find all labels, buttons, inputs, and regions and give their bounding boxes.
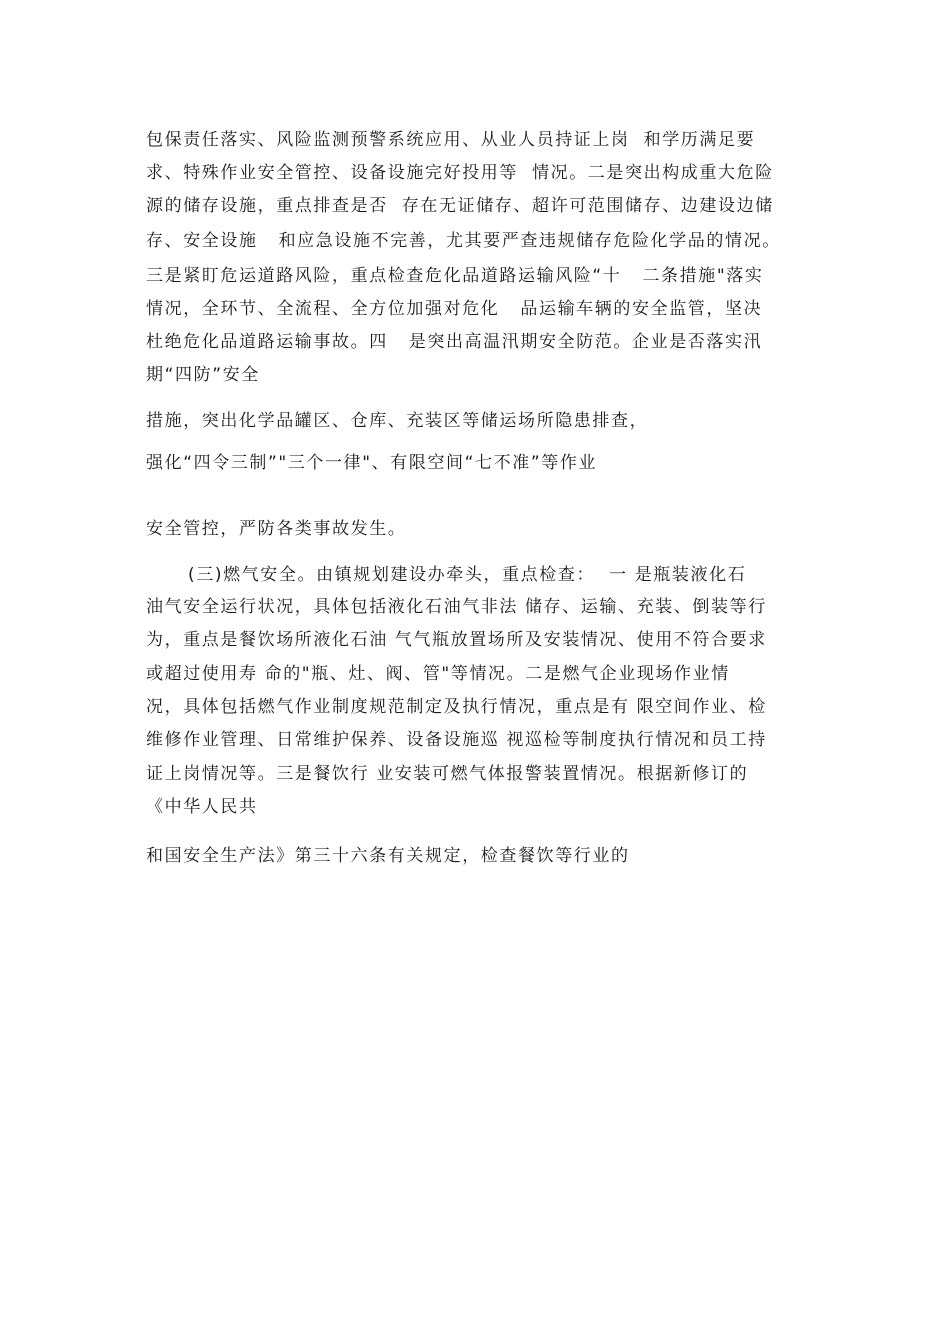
- text-line: 油气安全运行状况，具体包括液化石油气非法 储存、运输、充装、倒装等行: [146, 597, 767, 617]
- text-line: 源的储存设施，重点排查是否 存在无证储存、超许可范围储存、边建设边储: [146, 196, 774, 216]
- text-line: 情况，全环节、全流程、全方位加强对危化 品运输车辆的安全监管，坚决: [146, 299, 763, 319]
- text-line: 维修作业管理、日常维护保养、设备设施巡 视巡检等制度执行情况和员工持: [146, 730, 767, 750]
- text-line: 为，重点是餐饮场所液化石油 气气瓶放置场所及安装情况、使用不符合要求: [146, 630, 767, 650]
- text-line: 安全管控，严防各类事故发生。: [146, 519, 407, 539]
- text-line: 措施，突出化学品罐区、仓库、充装区等储运场所隐患排查，: [146, 411, 649, 431]
- text-line: 证上岗情况等。三是餐饮行 业安装可燃气体报警装置情况。根据新修订的: [146, 764, 749, 784]
- text-line: 求、特殊作业安全管控、设备设施完好投用等 情况。二是突出构成重大危险: [146, 163, 774, 183]
- text-line: 或超过使用寿 命的"瓶、灶、阀、管"等情况。二是燃气企业现场作业情: [146, 664, 730, 684]
- text-line: 和国安全生产法》第三十六条有关规定，检查餐饮等行业的: [146, 846, 630, 866]
- text-line: 包保责任落实、风险监测预警系统应用、从业人员持证上岗 和学历满足要: [146, 130, 756, 150]
- text-line: 况，具体包括燃气作业制度规范制定及执行情况，重点是有 限空间作业、检: [146, 697, 767, 717]
- text-line: 《中华人民共: [146, 797, 258, 817]
- text-line: (三)燃气安全。由镇规划建设办牵头，重点检查： 一 是瓶装液化石: [146, 565, 747, 585]
- text-line: 杜绝危化品道路运输事故。四 是突出高温汛期安全防范。企业是否落实汛: [146, 332, 763, 352]
- text-line: 存、安全设施 和应急设施不完善，尤其要严查违规储存危险化学品的情况。: [146, 231, 781, 251]
- text-line: 强化“四令三制”"三个一律"、有限空间“七不准”等作业: [146, 453, 598, 473]
- text-line: 三是紧盯危运道路风险，重点检查危化品道路运输风险“十 二条措施"落实: [146, 266, 764, 286]
- text-line: 期“四防”安全: [146, 365, 260, 385]
